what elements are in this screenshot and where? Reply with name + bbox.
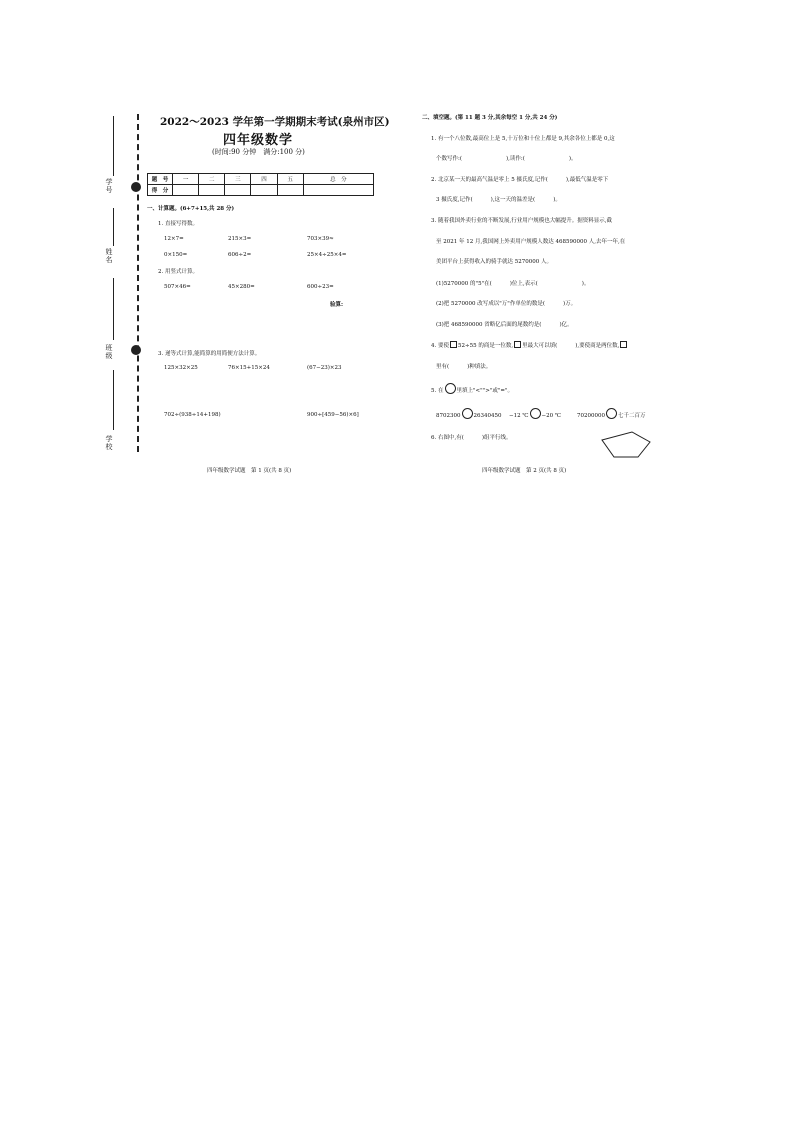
student-id-blank[interactable] [113,116,114,176]
compare-item: 8702300 26340450 [436,408,502,419]
fill-q3-sub3: (3)把 468590000 省略亿后面的尾数约是( )亿。 [436,322,573,328]
exam-title: 2022～2023 学年第一学期期末考试(泉州市区) [160,116,390,128]
calc-item: 12×7= [164,236,184,242]
class-blank[interactable] [113,278,114,340]
fill-q6: 6. 右图中,有( )组平行线。 [431,435,512,441]
compare-circle-icon[interactable] [530,408,541,419]
compare-circle-icon[interactable] [445,383,456,394]
fill-q3-line3: 美团平台上获得收入的骑手就达 5270000 人。 [436,259,552,265]
fill-q3-line1: 3. 随着我国外卖行业的不断发展,行业用户规模也大幅提升。据资料显示,截 [431,218,612,224]
fill-q2-line1: 2. 北京某一天的最高气温是零上 5 摄氏度,记作( ),最低气温是零下 [431,177,609,183]
score-table-cell: 题 号 [148,174,173,185]
exam-subject: 四年级数学 [223,133,294,148]
calc-item: 215×3= [228,236,252,242]
fill-q5-label: 5. 在 里填上"<"">"或"="。 [431,383,513,394]
fill-q1-line2: 个数写作:( ),读作:( )。 [436,156,577,162]
compare-item: −12 ℃ −20 ℃ [509,408,561,419]
compare-circle-icon[interactable] [462,408,473,419]
fill-q3-line2: 至 2021 年 12 月,我国网上外卖用户规模人数达 468590000 人,去年一年,在 [436,239,626,245]
binding-hole [131,182,141,192]
check-label: 验算: [330,302,344,308]
fill-q4-line2: 里有( )种填法。 [436,364,492,370]
score-table-cell: 一 [173,174,199,185]
school-label: 学校 [105,435,113,451]
compare-circle-icon[interactable] [606,408,617,419]
vertical-calc-item: 507×46= [164,284,191,290]
score-entry-cell[interactable] [251,185,277,196]
name-blank[interactable] [113,208,114,246]
section1-heading: 一、计算题。(6+7+15,共 28 分) [147,206,235,212]
page-1-footer: 四年级数学试题 第 1 页(共 8 页) [207,468,292,474]
exam-time-info: (时间:90 分钟 满分:100 分) [212,148,305,156]
compare-item: 70200000 七千二百万 [577,408,646,419]
score-entry-cell[interactable] [277,185,303,196]
digit-box-icon[interactable] [620,341,627,348]
score-entry-cell[interactable] [225,185,251,196]
name-label: 姓名 [105,248,113,264]
fill-q3-sub2: (2)把 5270000 改写成以"万"作单位的数是( )万。 [436,301,577,307]
binding-hole [131,345,141,355]
score-entry-cell[interactable] [173,185,199,196]
school-blank[interactable] [113,370,114,430]
vertical-calc-item: 45×280= [228,284,255,290]
section2-heading: 二、填空题。(第 11 题 3 分,其余每空 1 分,共 24 分) [422,115,558,121]
score-table-cell: 得 分 [148,185,173,196]
fill-q3-sub1: (1)5270000 的"5"在( )位上,表示( )。 [436,281,590,287]
score-table-header-row [148,174,374,185]
calc-item: 606÷2= [228,252,252,258]
binding-dashed-line [137,114,139,452]
q2-label: 2. 用竖式计算。 [158,269,198,275]
calc-item: 25×4÷25×4= [307,252,347,258]
score-table-cell: 总 分 [303,174,373,185]
calc-item: 0×150= [164,252,188,258]
vertical-calc-item: 600÷23= [307,284,334,290]
binding-margin [100,108,150,458]
score-table [147,173,374,196]
stepwise-calc-item: 702÷(938÷14+198) [164,412,221,418]
class-label: 班级 [105,344,113,360]
score-table-cell: 三 [225,174,251,185]
stepwise-calc-item: 125×32×25 [164,365,198,371]
score-entry-cell[interactable] [303,185,373,196]
calc-item: 703×39≈ [307,236,334,242]
q1-label: 1. 直接写得数。 [158,221,198,227]
digit-box-icon[interactable] [450,341,457,348]
score-entry-cell[interactable] [199,185,225,196]
q3-label: 3. 递等式计算,能简算的用简便方法计算。 [158,351,261,357]
score-table-cell: 二 [199,174,225,185]
score-table-cell: 五 [277,174,303,185]
fill-q2-line2: 3 摄氏度,记作( ),这一天的温差是( )。 [436,197,561,203]
score-table-cell: 四 [251,174,277,185]
pentagon-figure [600,430,652,460]
pentagon-shape [602,432,650,457]
stepwise-calc-item: 76×15+15×24 [228,365,270,371]
student-id-label: 学号 [105,178,113,194]
stepwise-calc-item: 900÷[459−56)×6] [307,412,359,418]
fill-q4-line1: 4. 要使 52÷55 的商是一位数, 里最大可以填( ),要使商是两位数, [431,341,628,349]
stepwise-calc-item: (67−23)×23 [307,365,342,371]
fill-q1-line1: 1. 有一个八位数,最高位上是 5,十万位和十位上都是 9,其余各位上都是 0,这 [431,136,615,142]
score-table-score-row [148,185,374,196]
digit-box-icon[interactable] [514,341,521,348]
page-2-footer: 四年级数学试题 第 2 页(共 8 页) [482,468,567,474]
